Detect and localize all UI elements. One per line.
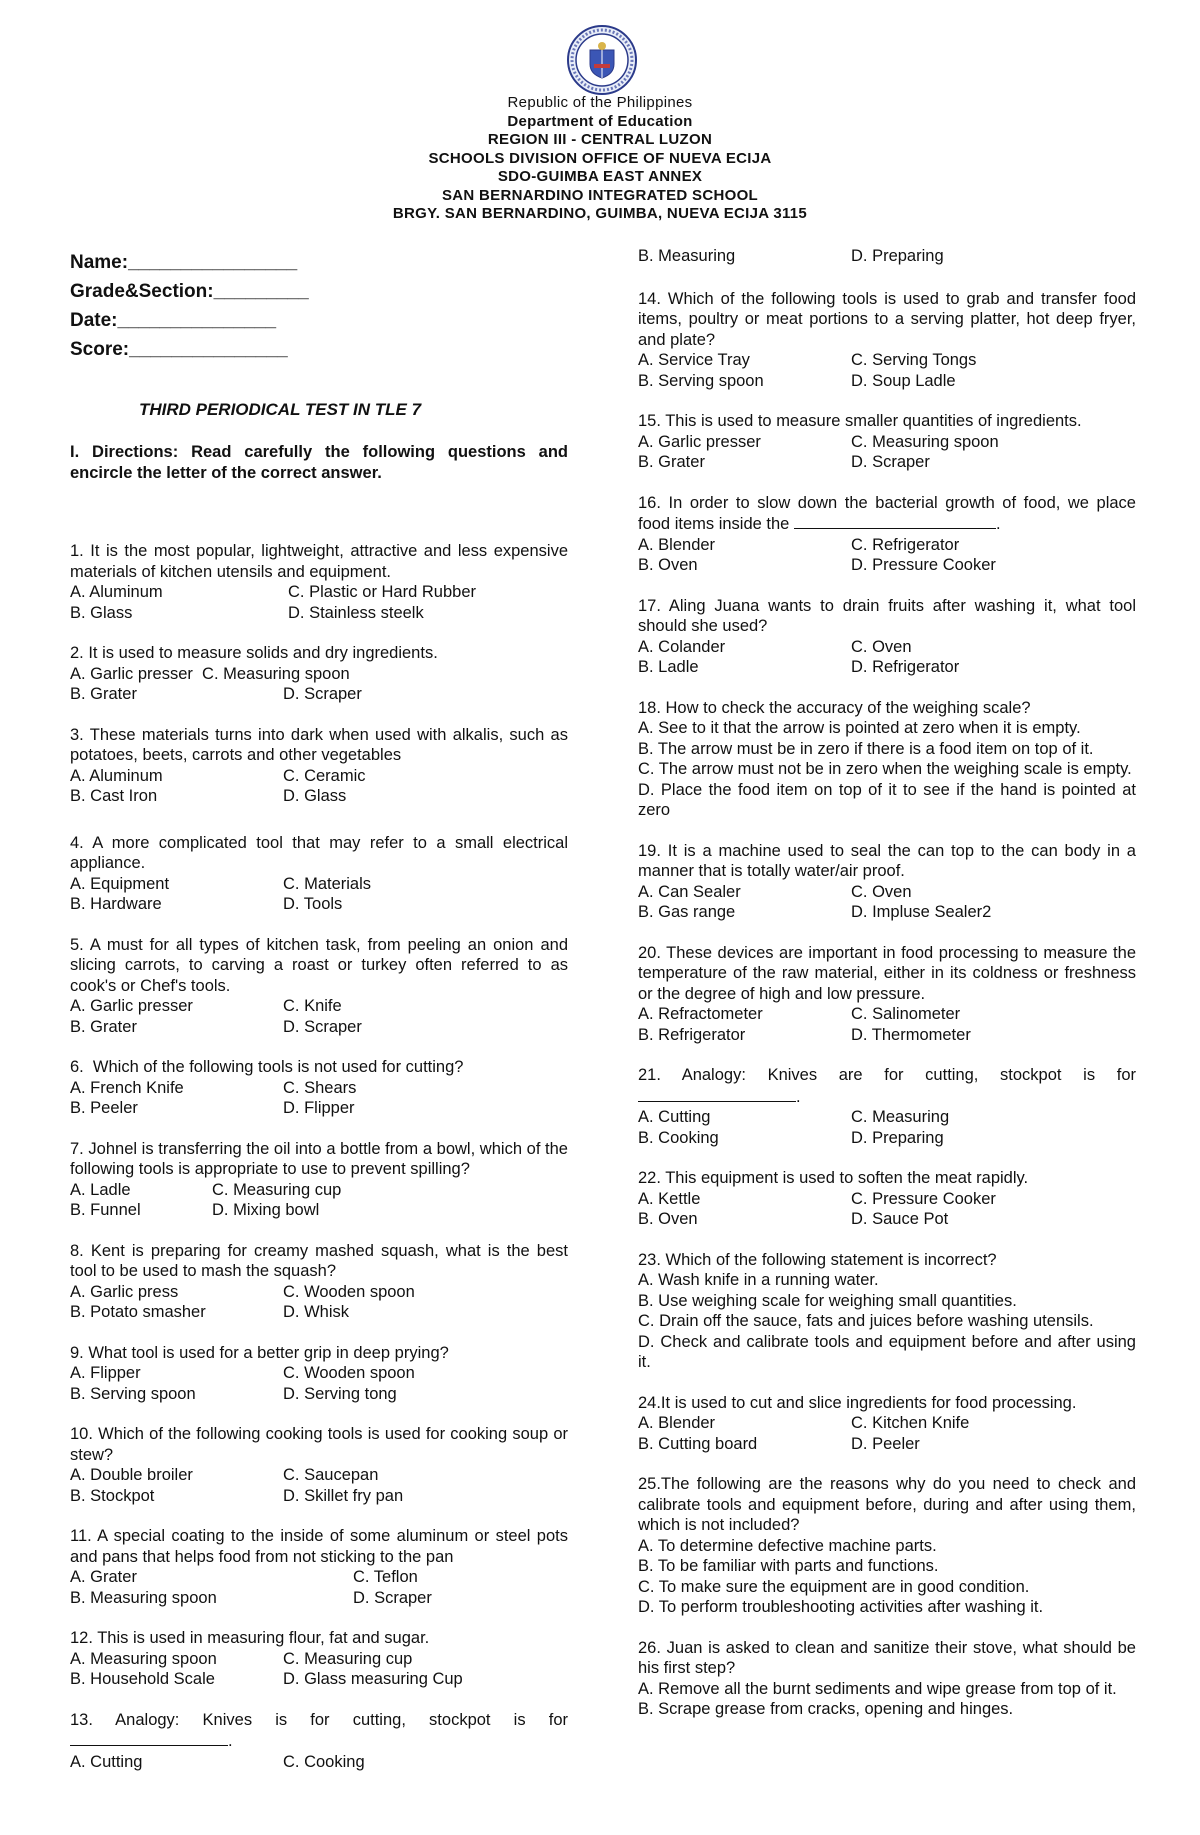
- deped-seal-icon: [566, 24, 638, 96]
- option-b[interactable]: B. Peeler: [70, 1099, 138, 1117]
- question-stem: 14. Which of the following tools is used to grab and transfer food items, poultry or meat portions to a serving platter, hot deep fryer, and plate?: [638, 289, 1136, 349]
- question-18: [638, 698, 1136, 821]
- question-stem: 25.The following are the reasons why do you need to check and calibrate tools and equipment before, during and after using them, which is not included?: [638, 1475, 1136, 1534]
- option-a[interactable]: A. Cutting: [638, 1108, 711, 1126]
- option-d[interactable]: D. Skillet fry pan: [283, 1486, 404, 1505]
- question-25: [638, 1474, 1136, 1618]
- answer-blank[interactable]: [794, 513, 996, 529]
- option-d[interactable]: D. Scraper: [283, 1017, 362, 1036]
- option-a[interactable]: A. Garlic presser: [638, 432, 761, 451]
- question-stem: 7. Johnel is transferring the oil into a bottle from a bowl, which of the following tools is appropriate to use to prevent spilling?: [70, 1139, 568, 1178]
- question-stem: 1. It is the most popular, lightweight, attractive and less expensive materials of kitchen utensils and equipment.: [70, 542, 568, 581]
- option-c[interactable]: C. To make sure the equipment are in good condition.: [638, 1577, 1030, 1596]
- question-1: [70, 541, 568, 623]
- option-b[interactable]: B. Measuring: [638, 247, 736, 265]
- option-a[interactable]: A. Can Sealer: [638, 882, 741, 901]
- option-c[interactable]: C. Measuring cup: [212, 1180, 342, 1199]
- option-d[interactable]: D. Impluse Sealer2: [851, 903, 992, 921]
- option-b[interactable]: B. Funnel: [70, 1201, 141, 1219]
- option-c[interactable]: C. Plastic or Hard Rubber: [288, 583, 476, 601]
- option-a[interactable]: A. Remove all the burnt sediments and wipe grease from top of it.: [638, 1679, 1117, 1698]
- answer-blank[interactable]: [70, 1730, 568, 1752]
- option-b[interactable]: B. Cooking: [638, 1128, 719, 1147]
- option-a[interactable]: A. Grater: [70, 1568, 137, 1586]
- grade-section-field[interactable]: Grade&Section:_________: [70, 281, 309, 302]
- option-a[interactable]: A. Equipment: [70, 874, 170, 893]
- option-b[interactable]: B. To be familiar with parts and functions.: [638, 1557, 939, 1575]
- option-c[interactable]: C. Cooking: [283, 1752, 365, 1771]
- option-d[interactable]: D. Preparing: [851, 247, 944, 265]
- question-stem: 15. This is used to measure smaller quantities of ingredients.: [638, 412, 1082, 430]
- option-a[interactable]: A. Colander: [638, 637, 726, 656]
- option-d[interactable]: D. Check and calibrate tools and equipment before and after using it.: [638, 1332, 1136, 1371]
- question-23: [638, 1250, 1136, 1373]
- option-c[interactable]: C. Measuring spoon: [851, 432, 999, 451]
- question-19: [638, 841, 1136, 923]
- option-b[interactable]: B. The arrow must be in zero if there is a food item on top of it.: [638, 739, 1094, 758]
- date-field[interactable]: Date:_______________: [70, 310, 277, 331]
- question-16: [638, 493, 1136, 576]
- option-a[interactable]: A. Double broiler: [70, 1466, 193, 1484]
- option-b[interactable]: B. Glass: [70, 603, 133, 622]
- option-d[interactable]: D. Preparing: [851, 1128, 944, 1147]
- question-stem: 18. How to check the accuracy of the weighing scale?: [638, 698, 1031, 717]
- question-9: [70, 1343, 568, 1405]
- question-5: [70, 935, 568, 1038]
- option-d[interactable]: D. Glass: [283, 787, 347, 805]
- option-c[interactable]: C. Measuring cup: [283, 1649, 413, 1668]
- question-stem: 23. Which of the following statement is incorrect?: [638, 1250, 997, 1269]
- question-15: [638, 411, 1136, 473]
- option-a[interactable]: A. Cutting: [70, 1752, 143, 1771]
- question-20: [638, 943, 1136, 1046]
- header-line-region: REGION III - CENTRAL LUZON: [487, 131, 713, 148]
- question-stem: 26. Juan is asked to clean and sanitize their stove, what should be his first step?: [638, 1638, 1136, 1677]
- question-stem: 11. A special coating to the inside of some aluminum or steel pots and pans that helps food from not sticking to the pan: [70, 1527, 568, 1566]
- question-13: [70, 1710, 568, 1773]
- option-d[interactable]: D. Sauce Pot: [851, 1210, 949, 1228]
- option-c[interactable]: C. Pressure Cooker: [851, 1189, 996, 1208]
- header-line-address: BRGY. SAN BERNARDINO, GUIMBA, NUEVA ECIJA 3115: [392, 205, 808, 222]
- question-stem: 17. Aling Juana wants to drain fruits after washing it, what tool should she used?: [638, 596, 1136, 635]
- option-c[interactable]: C. Refrigerator: [851, 535, 960, 554]
- option-d[interactable]: D. Scraper: [283, 685, 362, 703]
- option-b[interactable]: B. Use weighing scale for weighing small quantities.: [638, 1291, 1017, 1310]
- option-c[interactable]: C. Ceramic: [283, 766, 366, 785]
- option-c[interactable]: C. Measuring: [851, 1108, 950, 1126]
- blank-period: .: [796, 1087, 801, 1106]
- test-title: THIRD PERIODICAL TEST IN TLE 7: [138, 400, 422, 419]
- option-b[interactable]: B. Grater: [638, 453, 705, 471]
- question-stem: 21. Analogy: Knives are for cutting, stockpot is for: [638, 1066, 1136, 1084]
- question-6: [70, 1057, 568, 1119]
- answer-blank[interactable]: [638, 1086, 1136, 1108]
- header-line-school: SAN BERNARDINO INTEGRATED SCHOOL: [442, 186, 758, 204]
- question-stem: 8. Kent is preparing for creamy mashed squash, what is the best tool to be used to mash the squash?: [70, 1241, 568, 1280]
- option-a[interactable]: A. Ladle: [70, 1180, 131, 1199]
- question-8: [70, 1241, 568, 1323]
- question-22: [638, 1168, 1136, 1230]
- question-13-continued: [638, 246, 1136, 267]
- option-a[interactable]: A. French Knife: [70, 1078, 184, 1097]
- option-a[interactable]: A. Kettle: [638, 1189, 701, 1208]
- directions: I. Directions: Read carefully the following questions and encircle the letter of the correct answer.: [70, 443, 568, 482]
- question-stem: 3. These materials turns into dark when used with alkalis, such as potatoes, beets, carrots and other vegetables: [70, 725, 568, 764]
- option-c[interactable]: C. Kitchen Knife: [851, 1414, 970, 1432]
- option-c[interactable]: C. Teflon: [353, 1568, 418, 1586]
- question-stem: 20. These devices are important in food processing to measure the temperature of the raw material, either in its coldness or freshness or the degree of high and low pressure.: [638, 943, 1136, 1003]
- left-column: [70, 248, 568, 1772]
- option-d[interactable]: D. Serving tong: [283, 1384, 397, 1403]
- school-header: [0, 94, 1200, 224]
- question-17: [638, 596, 1136, 678]
- option-c[interactable]: C. Oven: [851, 882, 912, 901]
- blank-period: .: [995, 515, 1001, 533]
- option-a[interactable]: A. Garlic presser: [70, 997, 193, 1015]
- option-b[interactable]: B. Refrigerator: [638, 1025, 746, 1044]
- option-c[interactable]: C. Wooden spoon: [283, 1364, 415, 1382]
- option-d[interactable]: D. To perform troubleshooting activities after washing it.: [638, 1598, 1044, 1616]
- option-b[interactable]: B. Gas range: [638, 903, 736, 921]
- question-stem: 10. Which of the following cooking tools is used for cooking soup or stew?: [70, 1425, 568, 1464]
- blank-period: .: [228, 1732, 233, 1750]
- option-b[interactable]: B. Potato smasher: [70, 1303, 206, 1321]
- option-a[interactable]: A. Blender: [638, 535, 716, 554]
- option-a[interactable]: A. Service Tray: [638, 351, 750, 369]
- option-a[interactable]: A. Aluminum: [70, 583, 163, 601]
- question-stem: 9. What tool is used for a better grip in deep prying?: [70, 1343, 449, 1362]
- question-26: [638, 1638, 1136, 1720]
- option-a[interactable]: A. Flipper: [70, 1364, 141, 1382]
- question-24: [638, 1393, 1136, 1455]
- option-c[interactable]: C. Serving Tongs: [851, 351, 977, 369]
- option-b[interactable]: B. Ladle: [638, 658, 699, 676]
- score-field[interactable]: Score:_______________: [70, 339, 288, 360]
- option-c[interactable]: C. The arrow must not be in zero when the weighing scale is empty.: [638, 760, 1132, 778]
- option-a[interactable]: A. Refractometer: [638, 1005, 763, 1023]
- question-stem: 5. A must for all types of kitchen task, from peeling an onion and slicing carrots, to carving a roast or turkey often referred to as cook's or Chef's tools.: [70, 935, 568, 995]
- question-16-text: 16. In order to slow down the bacterial growth of food, we place food items inside the: [638, 493, 1136, 533]
- option-d[interactable]: D. Pressure Cooker: [851, 556, 996, 574]
- option-d[interactable]: D. Tools: [283, 895, 343, 913]
- option-b[interactable]: B. Cast Iron: [70, 787, 158, 805]
- question-stem: 19. It is a machine used to seal the can top to the can body in a manner that is totally water/air proof.: [638, 841, 1136, 880]
- option-d[interactable]: D. Flipper: [283, 1099, 355, 1117]
- question-stem: 2. It is used to measure solids and dry ingredients.: [70, 644, 438, 662]
- option-b[interactable]: B. Serving spoon: [70, 1384, 196, 1403]
- option-d[interactable]: D. Place the food item on top of it to see if the hand is pointed at zero: [638, 780, 1136, 819]
- option-d[interactable]: D. Thermometer: [851, 1025, 971, 1044]
- option-d[interactable]: D. Mixing bowl: [212, 1201, 320, 1219]
- option-a-c[interactable]: A. Garlic presser C. Measuring spoon: [70, 664, 350, 683]
- option-c[interactable]: C. Oven: [851, 637, 912, 656]
- option-b[interactable]: B. Oven: [638, 1210, 698, 1228]
- right-column: [638, 246, 1136, 1720]
- option-b[interactable]: B. Household Scale: [70, 1670, 215, 1688]
- option-c[interactable]: C. Shears: [283, 1078, 357, 1097]
- option-b[interactable]: B. Stockpot: [70, 1486, 155, 1505]
- option-d[interactable]: D. Soup Ladle: [851, 371, 956, 390]
- option-c[interactable]: C. Saucepan: [283, 1466, 379, 1484]
- option-d[interactable]: D. Refrigerator: [851, 658, 960, 676]
- option-a[interactable]: A. Measuring spoon: [70, 1649, 217, 1668]
- question-4: [70, 833, 568, 915]
- option-b[interactable]: B. Cutting board: [638, 1434, 758, 1453]
- option-b[interactable]: B. Measuring spoon: [70, 1588, 217, 1607]
- question-stem: 4. A more complicated tool that may refer to a small electrical appliance.: [70, 833, 568, 872]
- name-field[interactable]: Name:________________: [70, 252, 298, 273]
- option-c[interactable]: C. Materials: [283, 874, 372, 893]
- option-b[interactable]: B. Oven: [638, 556, 698, 574]
- question-stem: 22. This equipment is used to soften the meat rapidly.: [638, 1169, 1029, 1187]
- question-stem: 6. Which of the following tools is not used for cutting?: [70, 1058, 464, 1076]
- question-3: [70, 725, 568, 807]
- question-stem: 13. Analogy: Knives is for cutting, stockpot is for: [70, 1710, 568, 1729]
- header-line-republic: Republic of the Philippines: [507, 94, 693, 111]
- option-c[interactable]: C. Drain off the sauce, fats and juices before washing utensils.: [638, 1312, 1094, 1330]
- option-d[interactable]: D. Glass measuring Cup: [283, 1670, 463, 1688]
- option-d[interactable]: D. Peeler: [851, 1434, 920, 1453]
- question-7: [70, 1139, 568, 1221]
- question-21: [638, 1065, 1136, 1148]
- option-a[interactable]: A. Aluminum: [70, 766, 163, 785]
- question-stem: 12. This is used in measuring flour, fat and sugar.: [70, 1629, 430, 1647]
- header-line-sdo: SDO-GUIMBA EAST ANNEX: [497, 168, 703, 185]
- question-12: [70, 1628, 568, 1690]
- question-14: [638, 289, 1136, 392]
- option-c[interactable]: C. Wooden spoon: [283, 1282, 415, 1301]
- option-b[interactable]: B. Scrape grease from cracks, opening and hinges.: [638, 1700, 1014, 1718]
- option-b[interactable]: B. Hardware: [70, 895, 162, 913]
- question-10: [70, 1424, 568, 1506]
- option-d[interactable]: D. Stainless steelk: [288, 603, 424, 622]
- option-a[interactable]: A. Garlic press: [70, 1282, 179, 1301]
- question-11: [70, 1526, 568, 1608]
- option-d[interactable]: D. Whisk: [283, 1303, 349, 1321]
- option-c[interactable]: C. Knife: [283, 997, 342, 1015]
- option-d[interactable]: D. Scraper: [851, 453, 930, 471]
- option-b[interactable]: B. Grater: [70, 685, 137, 703]
- option-c[interactable]: C. Salinometer: [851, 1005, 961, 1023]
- header-line-division: SCHOOLS DIVISION OFFICE OF NUEVA ECIJA: [428, 149, 772, 167]
- option-d[interactable]: D. Scraper: [353, 1588, 432, 1607]
- option-a[interactable]: A. Wash knife in a running water.: [638, 1271, 879, 1289]
- question-2: [70, 643, 568, 705]
- header-line-department: Department of Education: [507, 112, 693, 130]
- question-stem: [638, 493, 1136, 535]
- option-a[interactable]: A. See to it that the arrow is pointed at zero when it is empty.: [638, 719, 1081, 737]
- question-stem: 24.It is used to cut and slice ingredients for food processing.: [638, 1393, 1077, 1412]
- option-a[interactable]: A. To determine defective machine parts.: [638, 1536, 937, 1555]
- option-b[interactable]: B. Serving spoon: [638, 371, 764, 390]
- option-b[interactable]: B. Grater: [70, 1017, 137, 1036]
- option-a[interactable]: A. Blender: [638, 1414, 716, 1432]
